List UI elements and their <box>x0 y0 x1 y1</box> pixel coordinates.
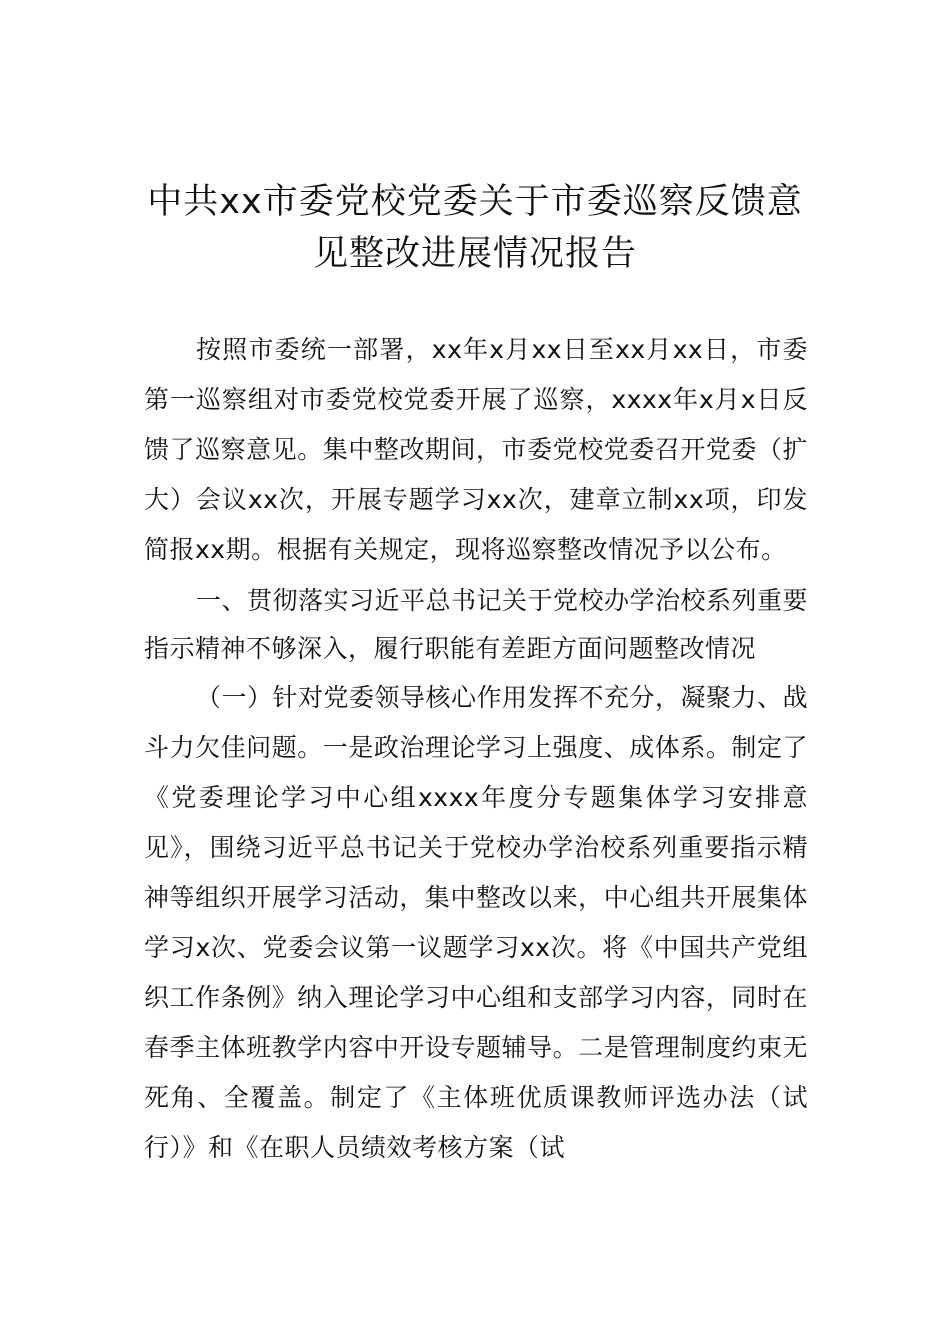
subsection-paragraph-1: （一）针对党委领导核心作用发挥不充分，凝聚力、战斗力欠佳问题。一是政治理论学习上强度、成体系。制定了《党委理论学习中心组xxxx年度分专题集体学习安排意见》，围绕习近平总书记关于党校办学治校系列重要指示精神等组织开展学习活动，集中整改以来，中心组共开展集体学习x次、党委会议第一议题学习xx次。将《中国共产党组织工作条例》纳入理论学习中心组和支部学习内容，同时在春季主体班教学内容中开设专题辅导。二是管理制度约束无死角、全覆盖。制定了《主体班优质课教师评选办法（试行）》和《在职人员绩效考核方案（试 <box>144 683 809 1162</box>
intro-paragraph: 按照市委统一部署，xx年x月xx日至xx月xx日，市委第一巡察组对市委党校党委开展了巡察，xxxx年x月x日反馈了巡察意见。集中整改期间，市委党校党委召开党委（扩大）会议xx次，开展专题学习xx次，建章立制xx项，印发简报xx期。根据有关规定，现将巡察整改情况予以公布。 <box>144 335 808 564</box>
document-title <box>140 176 810 280</box>
document-body <box>144 325 808 1173</box>
title-line-2: 见整改进展情况报告 <box>312 234 637 274</box>
title-line-1: 中共xx市委党校党委关于市委巡察反馈意 <box>147 182 803 222</box>
section-heading-1: 一、贯彻落实习近平总书记关于党校办学治校系列重要指示精神不够深入，履行职能有差距方面问题整改情况 <box>144 586 809 663</box>
